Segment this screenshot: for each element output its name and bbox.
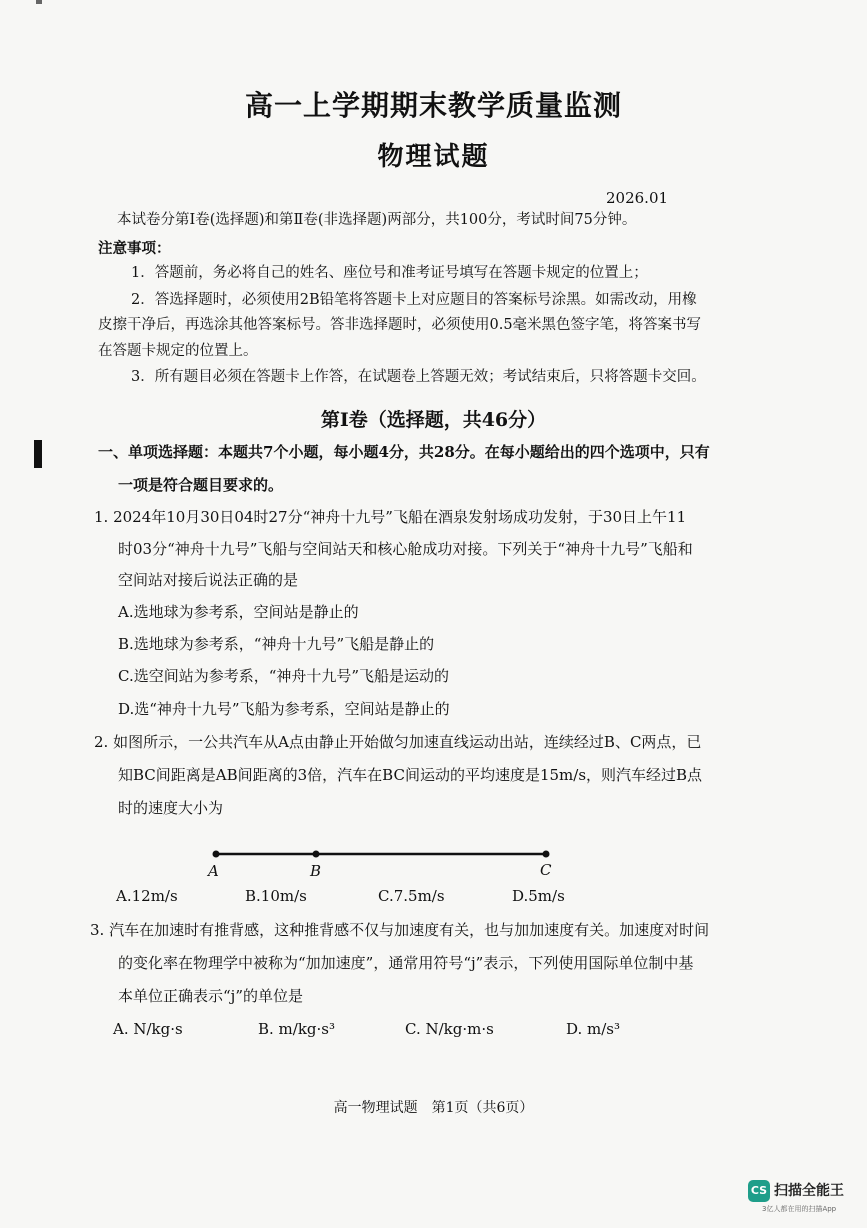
point-b-label: B: [310, 862, 322, 880]
exam-title: 高一上学期期末教学质量监测: [244, 89, 622, 122]
q2-option-d: D.5m/s: [512, 887, 565, 905]
scan-corner-mark: [36, 0, 42, 4]
q1-option-a: A.选地球为参考系，空间站是静止的: [118, 603, 359, 621]
page-footer: 高一物理试题 第1页（共6页）: [333, 1100, 534, 1116]
q2-option-b: B.10m/s: [245, 887, 307, 905]
section-title: 第Ⅰ卷（选择题，共46分）: [320, 409, 547, 431]
camscanner-logo-icon: CS: [748, 1180, 770, 1202]
q1-line2: 时03分“神舟十九号”飞船与空间站天和核心舱成功对接。下列关于“神舟十九号”飞船和: [118, 540, 693, 558]
scanner-watermark-name: 扫描全能王: [774, 1183, 844, 1199]
part1-line1: 一、单项选择题：本题共7个小题，每小题4分，共28分。在每小题给出的四个选项中，只有: [98, 443, 710, 461]
q2-figure: [200, 842, 570, 884]
q3-line1: 3. 汽车在加速时有推背感，这种推背感不仅与加速度有关，也与加加速度有关。加速度对时间: [90, 921, 710, 939]
q3-line3: 本单位正确表示“j”的单位是: [118, 987, 303, 1005]
q1-option-d: D.选“神舟十九号”飞船为参考系，空间站是静止的: [118, 700, 450, 718]
q2-option-a: A.12m/s: [116, 887, 178, 905]
q2-line1: 2. 如图所示，一公共汽车从A点由静止开始做匀加速直线运动出站，连续经过B、C两点，已: [94, 733, 702, 751]
part1-line2: 一项是符合题目要求的。: [118, 476, 284, 494]
q3-option-b: B. m/kg·s³: [258, 1020, 336, 1038]
note-item-1: 1．答题前，务必将自己的姓名、座位号和准考证号填写在答题卡规定的位置上；: [131, 265, 648, 281]
point-c-dot: [543, 851, 550, 858]
point-a-label: A: [208, 862, 219, 880]
note-item-3: 3．所有题目必须在答题卡上作答，在试题卷上答题无效；考试结束后，只将答题卡交回。: [131, 369, 706, 385]
exam-date: 2026.01: [606, 189, 669, 207]
q3-option-a: A. N/kg·s: [113, 1020, 183, 1038]
q1-option-c: C.选空间站为参考系，“神舟十九号”飞船是运动的: [118, 667, 450, 685]
q2-option-c: C.7.5m/s: [378, 887, 445, 905]
q2-line2: 知BC间距离是AB间距离的3倍，汽车在BC间运动的平均速度是15m/s，则汽车经过B点: [118, 766, 703, 784]
note-item-2-line3: 在答题卡规定的位置上。: [98, 343, 258, 359]
notes-heading: 注意事项：: [98, 240, 171, 257]
note-item-2-line1: 2．答选择题时，必须使用2B铅笔将答题卡上对应题目的答案标号涂黑。如需改动，用橡: [131, 292, 697, 308]
margin-marker: [34, 440, 42, 468]
q2-line3: 时的速度大小为: [118, 799, 224, 817]
point-a-dot: [213, 851, 220, 858]
q3-option-c: C. N/kg·m·s: [405, 1020, 494, 1038]
q3-option-d: D. m/s³: [566, 1020, 621, 1038]
q3-line2: 的变化率在物理学中被称为“加加速度”，通常用符号“j”表示，下列使用国际单位制中基: [118, 954, 694, 972]
q1-line1: 1. 2024年10月30日04时27分“神舟十九号”飞船在酒泉发射场成功发射，于30日上午11: [94, 508, 687, 526]
scanner-watermark-tagline: 3亿人都在用的扫描App: [762, 1205, 837, 1213]
q1-line3: 空间站对接后说法正确的是: [118, 571, 299, 589]
note-item-2-line2: 皮擦干净后，再选涂其他答案标号。答非选择题时，必须使用0.5毫米黑色签字笔，将答案书写: [98, 317, 702, 333]
exam-subtitle: 物理试题: [377, 142, 490, 172]
point-b-dot: [313, 851, 320, 858]
point-c-label: C: [540, 861, 552, 879]
intro-text: 本试卷分第Ⅰ卷(选择题)和第Ⅱ卷(非选择题)两部分，共100分，考试时间75分钟。: [117, 212, 637, 228]
q1-option-b: B.选地球为参考系，“神舟十九号”飞船是静止的: [118, 635, 435, 653]
